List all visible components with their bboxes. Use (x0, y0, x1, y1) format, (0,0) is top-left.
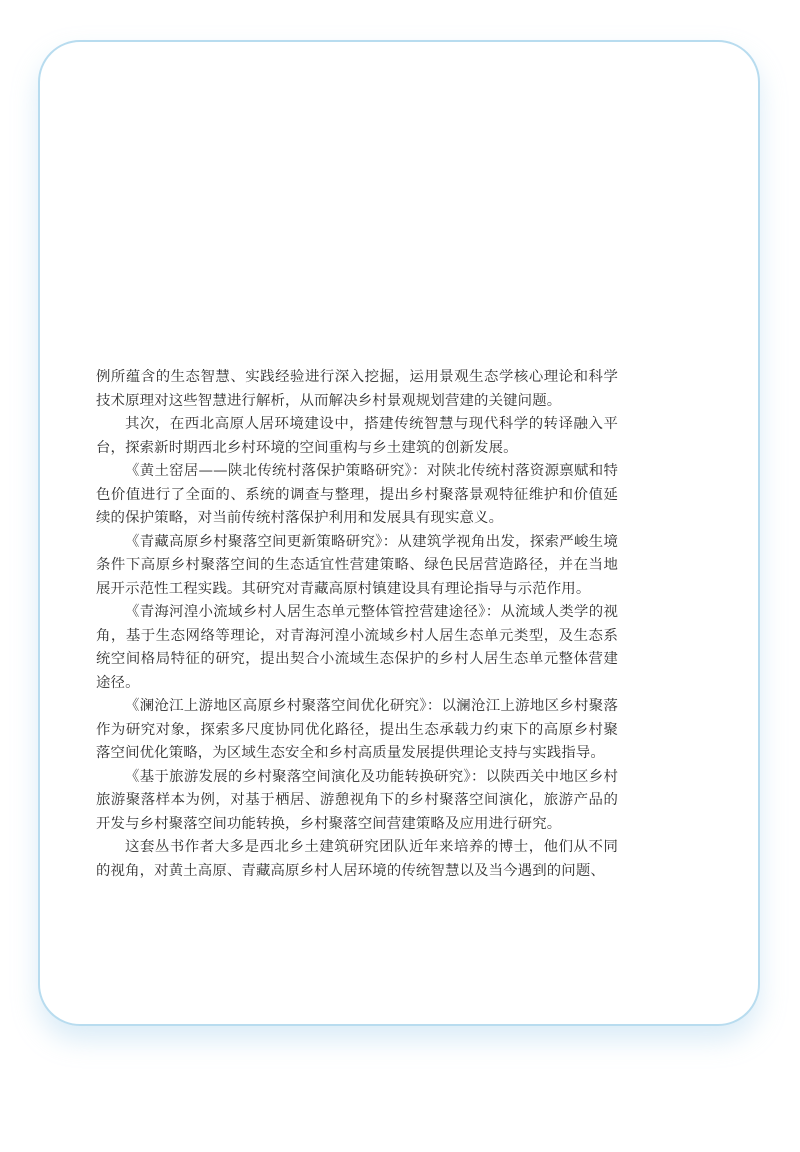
paragraph-8: 这套丛书作者大多是西北乡土建筑研究团队近年来培养的博士，他们从不同的视角，对黄土高原、青藏高原乡村人居环境的传统智慧以及当今遇到的问题、 (96, 839, 618, 879)
body-text (96, 366, 618, 883)
paragraph-3: 《黄土窑居——陕北传统村落保护策略研究》：对陕北传统村落资源禀赋和特色价值进行了全面的、系统的调查与整理，提出乡村聚落景观特征维护和价值延续的保护策略，对当前传统村落保护利用和发展具有现实意义。 (96, 463, 618, 526)
paragraph-2: 其次，在西北高原人居环境建设中，搭建传统智慧与现代科学的转译融入平台，探索新时期西北乡村环境的空间重构与乡土建筑的创新发展。 (96, 416, 618, 456)
paragraph-5: 《青海河湟小流域乡村人居生态单元整体管控营建途径》：从流域人类学的视角，基于生态网络等理论，对青海河湟小流域乡村人居生态单元类型，及生态系统空间格局特征的研究，提出契合小流域生态保护的乡村人居生态单元整体营建途径。 (96, 604, 618, 691)
paragraph-1: 例所蕴含的生态智慧、实践经验进行深入挖掘，运用景观生态学核心理论和科学技术原理对这些智慧进行解析，从而解决乡村景观规划营建的关键问题。 (96, 369, 618, 409)
paragraph-7: 《基于旅游发展的乡村聚落空间演化及功能转换研究》：以陕西关中地区乡村旅游聚落样本为例，对基于栖居、游憩视角下的乡村聚落空间演化，旅游产品的开发与乡村聚落空间功能转换，乡村聚落空间营建策略及应用进行研究。 (96, 768, 618, 832)
paragraph-4: 《青藏高原乡村聚落空间更新策略研究》：从建筑学视角出发，探索严峻生境条件下高原乡村聚落空间的生态适宜性营建策略、绿色民居营造路径，并在当地展开示范性工程实践。其研究对青藏高原村镇建设具有理论指导与示范作用。 (96, 533, 618, 597)
paragraph-6: 《澜沧江上游地区高原乡村聚落空间优化研究》：以澜沧江上游地区乡村聚落作为研究对象，探索多尺度协同优化路径，提出生态承载力约束下的高原乡村聚落空间优化策略，为区域生态安全和乡村高质量发展提供理论支持与实践指导。 (96, 698, 618, 761)
